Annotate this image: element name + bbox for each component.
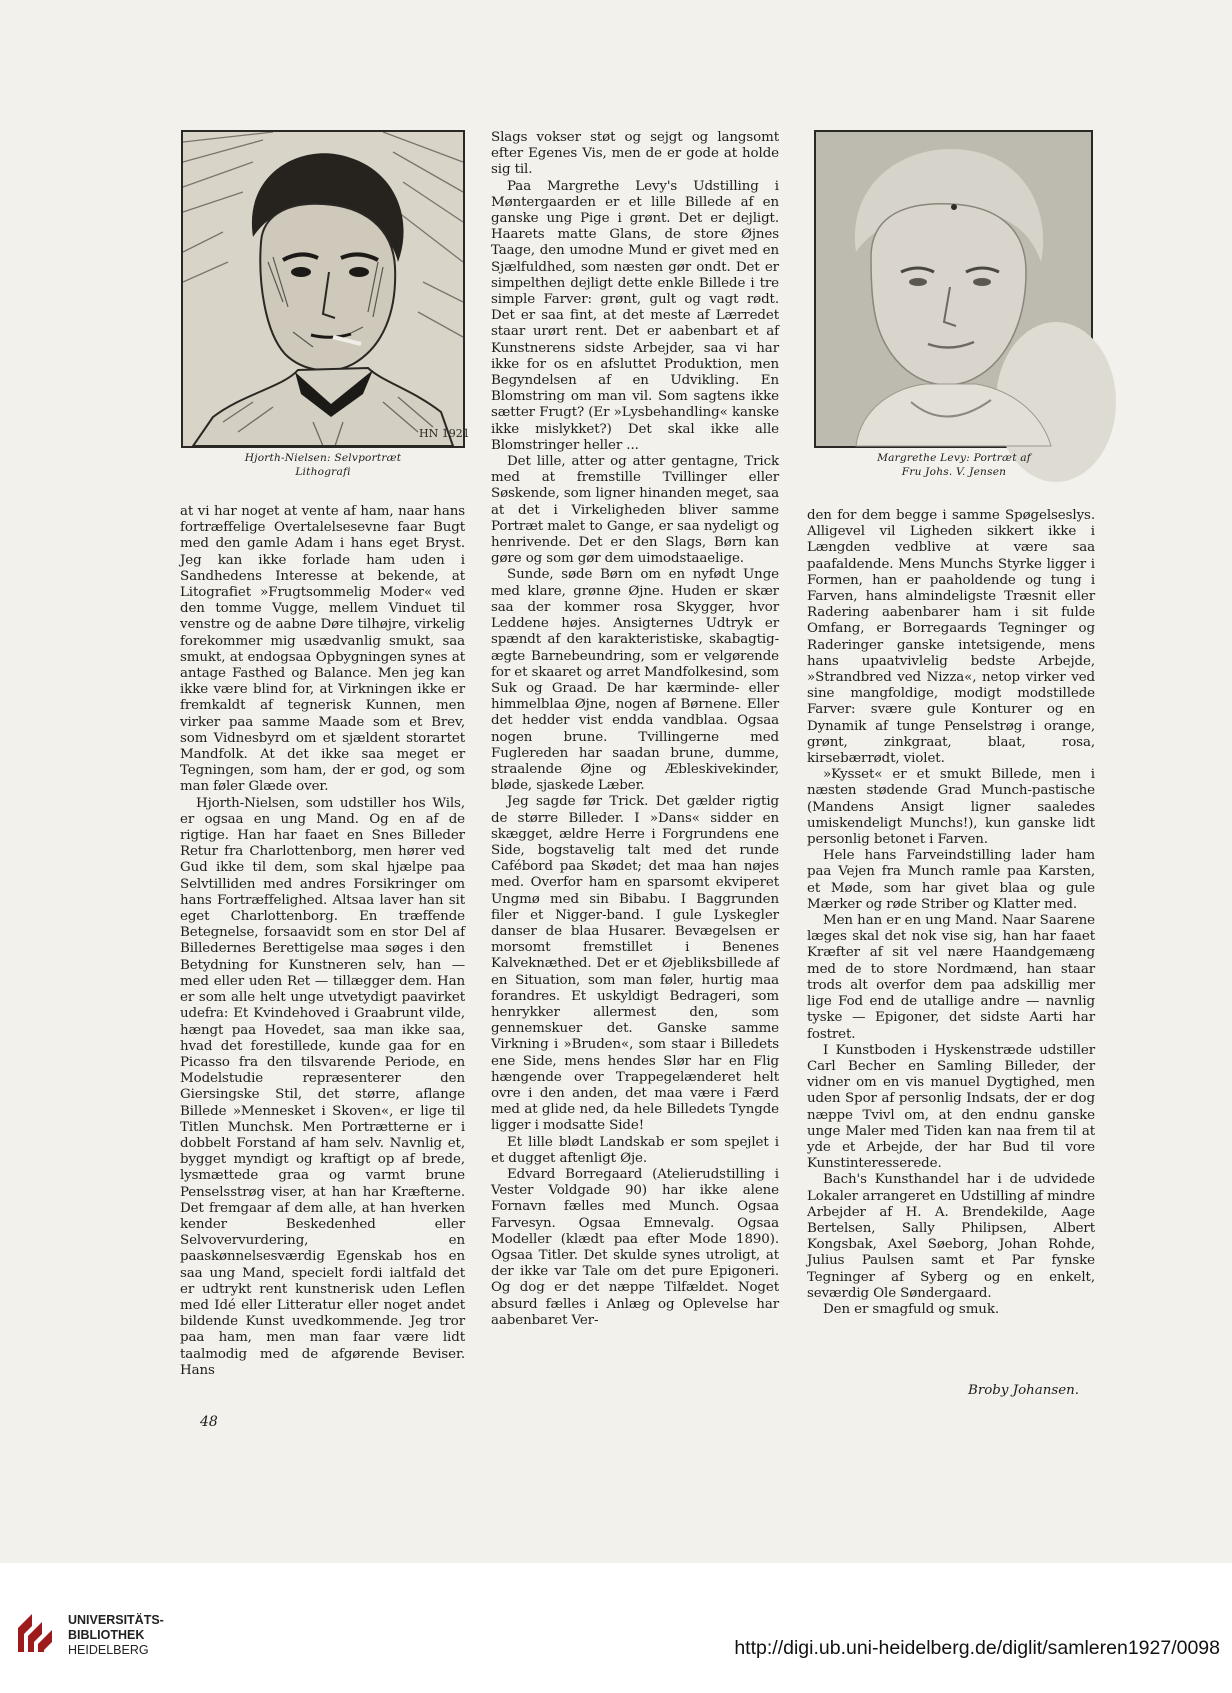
library-name-line3: HEIDELBERG	[68, 1643, 149, 1657]
column-1	[180, 504, 465, 1379]
col2-paragraph-7: Edvard Borregaard (Atelierudstilling i Vester Voldgade 90) har ikke alene Fornavn fælles med Munch. Ogsaa Farvesyn. Ogsaa Emnevalg. Ogsaa Modeller (klædt paa efter Mode 1890). Ogsaa Titler. Det skulde synes utroligt, at der ikke var Tale om det pure Epigoneri. Og dog er det næppe Tilfældet. Noget absurd fælles i Anlæg og Oplevelse har aabenbaret Ver-	[491, 1167, 779, 1328]
figure-levy-portrait	[814, 130, 1093, 448]
col2-paragraph-3: Det lille, atter og atter gentagne, Trick med at fremstille Tvillinger eller Søskende, som ligner hinanden meget, saa at det i Virkeligheden bliver samme Portræt malet to Gange, er saa nydeligt og henrivende. Det er den Slags, Børn kan gøre og som gør dem uimodstaaelige.	[491, 454, 779, 567]
col3-paragraph-3: Hele hans Farveindstilling lader ham paa Vejen fra Munch ramle paa Karsten, et Møde, som har givet blaa og gule Mærker og røde Striber og Klatter med.	[807, 848, 1095, 912]
figure-left-caption-line2: Lithografi	[295, 466, 351, 478]
col3-paragraph-5: I Kunstboden i Hyskenstræde udstiller Carl Becher en Samling Billeder, der vidner om en vis manuel Dygtighed, men uden Spor af personlig Indsats, der er dog næppe Tvivl om, at den endnu ganske unge Maler med Tiden kan naa frem til at yde et Arbejde, der har Bud til vore Kunstinteresserede.	[807, 1042, 1095, 1172]
col1-paragraph-2: Hjorth-Nielsen, som udstiller hos Wils, er ogsaa en ung Mand. Og en af de rigtige. Han har faaet en Snes Billeder Retur fra Charlottenborg, men hører ved Gud ikke til dem, som skal hjælpe paa Selvtilliden med andres Forsikringer om hans Fortræffelighed. Altsaa laver han sit eget Charlottenborg. En træffende Betegnelse, forsaavidt som en stor Del af Billedernes Berettigelse maa søges i den Betydning for Kunstneren selv, han — med eller uden Ret — tillægger dem. Han er som alle helt unge utvetydigt paavirket udefra: Et Kvindehoved i Graabrunt vilde, hængt paa Hovedet, saa man ikke saa, hvad det forestillede, kunde gaa for en Picasso fra den tilsvarende Periode, en Modelstudie repræsenterer den Giersingske Stil, det større, aflange Billede »Mennesket i Skoven«, er lige til Titlen Munchsk. Men Portrætterne er i dobbelt Forstand af ham selv. Navnlig et, bygget myndigt og kraftigt op af brede, lysmættede graa og varmt brune Penselsstrøg viser, at han har Kræfterne. Det fremgaar af dem alle, at han hverken kender Beskedenhed eller Selvovervurdering, en paaskønnelsesværdig Egenskab hos en saa ung Mand, specielt fordi ialtfald det er udtrykt rent kunstnerisk uden Leflen med Idé eller Litteratur eller noget andet bildende Kunst uvedkommende. Jeg tror paa ham, men man faar være lidt taalmodig med de afgørende Beviser. Hans	[180, 795, 465, 1378]
library-name-line2: BIBLIOTHEK	[68, 1628, 145, 1642]
figure-hjorth-nielsen-portrait	[181, 130, 470, 448]
figure-left-caption-line1: Hjorth-Nielsen: Selvportræt	[244, 452, 402, 464]
figure-left-caption	[181, 451, 465, 479]
monogram: HN 1921	[419, 427, 470, 440]
library-footer	[0, 1563, 1232, 1693]
col2-paragraph-1: Slags vokser støt og sejgt og langsomt efter Egenes Vis, men de er gode at holde sig til.	[491, 130, 779, 178]
page-number: 48	[200, 1414, 218, 1430]
col1-paragraph-1: at vi har noget at vente af ham, naar hans fortræffelige Overtalelsesevne faar Bugt med den gamle Adam i hans eget Bryst. Jeg kan ikke forlade ham uden i Sandhedens Interesse at bekende, at Litografiet »Frugtsommelig Moder« ved den tomme Vugge, mellem Vinduet til venstre og de aabne Døre tilhøjre, virkelig forekommer mig usædvanlig smukt, saa smukt, at endogsaa Opbygningen synes at antage Fasthed og Balance. Men jeg kan ikke være blind for, at Virkningen ikke er fremkaldt af tegnerisk Kunnen, men virker paa samme Maade som et Brev, som Vidnesbyrd om et sjældent storartet Mandfolk. At det ikke saa meget er Tegningen, som ham, der er god, og som man føler Glæde over.	[180, 504, 465, 795]
figure-right-caption-line2: Fru Johs. V. Jensen	[901, 466, 1007, 478]
column-3	[807, 508, 1095, 1318]
source-url-link[interactable]: http://digi.ub.uni-heidelberg.de/diglit/samleren1927/0098	[734, 1637, 1220, 1659]
library-logo-icon	[14, 1610, 60, 1656]
col2-paragraph-5: Jeg sagde før Trick. Det gælder rigtig de større Billeder. I »Dans« sidder en skægget, ældre Herre i Forgrundens ene Side, bogstavelig talt med det runde Cafébord paa Skødet; det maa han nøjes med. Overfor ham en sparsomt ekviperet Ungmø med sin Bibabu. I Baggrunden filer et Nigger-band. I gule Lyskegler danser de blaa Husarer. Bevægelsen er morsomt fremstillet i Benenes Kalveknæthed. Det er et Øjebliksbillede af en Situation, som man føler, hurtig maa forandres. Et uskyldigt Bedrageri, som henrykker allermest den, som gennemskuer det. Ganske samme Virkning i »Bruden«, som staar i Billedets ene Side, mens hendes Slør har en Flig hængende over Trappegelænderet helt ovre i den anden, det maa være i Færd med at glide ned, da hele Billedets Tyngde ligger i modsatte Side!	[491, 794, 779, 1134]
figure-right-caption-line1: Margrethe Levy: Portræt af	[877, 452, 1031, 464]
col2-paragraph-2: Paa Margrethe Levy's Udstilling i Møntergaarden er et lille Billede af en ganske ung Pige i grønt. Det er dejligt. Haarets matte Glans, de store Øjnes Taage, den umodne Mund er givet med en Sjælfuldhed, som næsten gør ondt. Det er simpelthen dejligt dette enkle Billede i tre simple Farver: grønt, gult og vagt rødt. Det er saa fint, at det meste af Lærredet staar urørt rent. Det er aabenbart et af Kunstnerens sidste Arbejder, saa vi har ikke for os en afsluttet Produktion, men Begyndelsen af en Udvikling. En Blomstring om man vil. Som sagtens ikke sætter Frugt? (Er »Lysbehandling« kanske ikke mislykket?) Det skal ikke alle Blomstringer heller ...	[491, 178, 779, 453]
col2-paragraph-6: Et lille blødt Landskab er som spejlet i et dugget aftenligt Øje.	[491, 1134, 779, 1166]
author-signature: Broby Johansen.	[968, 1383, 1080, 1398]
figure-right-caption	[814, 451, 1094, 479]
library-name-line1: UNIVERSITÄTS-	[68, 1613, 164, 1627]
col3-paragraph-2: »Kysset« er et smukt Billede, men i næsten stødende Grad Munch-pastische (Mandens Ansigt ligner saaledes umiskendeligt Munchs!), kun ganske lidt personlig betonet i Farven.	[807, 767, 1095, 848]
col3-paragraph-4: Men han er en ung Mand. Naar Saarene læges skal det nok vise sig, han har faaet Kræfter af sit vel nære Haandgemæng med de to store Nordmænd, han staar trods alt overfor dem paa adskillig mer lige Fod end de utallige andre — navnlig tyske — Epigoner, det sidste Aarti har fostret.	[807, 913, 1095, 1042]
lithograph-image	[183, 132, 470, 446]
painting-image	[816, 132, 1091, 446]
col3-paragraph-1: den for dem begge i samme Spøgelseslys. Alligevel vil Ligheden sikkert ikke i Længden vedblive at være saa paafaldende. Mens Munchs Styrke ligger i Formen, han er paaholdende og tung i Farven, hans almindeligste Træsnit eller Radering aabenbarer ham i sit fulde Omfang, er Borregaards Tegninger og Raderinger ganske intetsigende, mens hans upaatvivlelig bedste Arbejde, »Strandbred ved Nizza«, netop virker ved sine mangfoldige, modigt modstillede Farver: svære gule Konturer og en Dynamik af tunge Penselstrøg i orange, grønt, zinkgraat, blaat, rosa, kirsebærrødt, violet.	[807, 508, 1095, 767]
col3-paragraph-6: Bach's Kunsthandel har i de udvidede Lokaler arrangeret en Udstilling af mindre Arbejder af H. A. Brendekilde, Aage Bertelsen, Sally Philipsen, Albert Kongsbak, Axel Søeborg, Johan Rohde, Julius Paulsen samt et Par fynske Tegninger af Syberg og en enkelt, seværdig Ole Søndergaard.	[807, 1172, 1095, 1301]
column-2	[491, 130, 779, 1329]
col3-paragraph-7: Den er smagfuld og smuk.	[823, 1301, 999, 1317]
library-name	[68, 1613, 164, 1658]
col2-paragraph-4: Sunde, søde Børn om en nyfødt Unge med klare, grønne Øjne. Huden er skær saa der kommer rosa Skygger, hvor Leddene højes. Ansigternes Udtryk er spændt af den karakteristiske, skabagtig-ægte Barnebeundring, som er velgørende for et skaaret og arret Mandfolkesind, som Suk og Graad. De har kærminde- eller himmelblaa Øjne, nogen af Børnene. Eller det hedder vist endda vandblaa. Ogsaa nogen brune. Tvillingerne med Fuglereden har saadan brune, dumme, straalende Øjne og Æbleskivekinder, bløde, sjaskede Læber.	[491, 567, 779, 794]
